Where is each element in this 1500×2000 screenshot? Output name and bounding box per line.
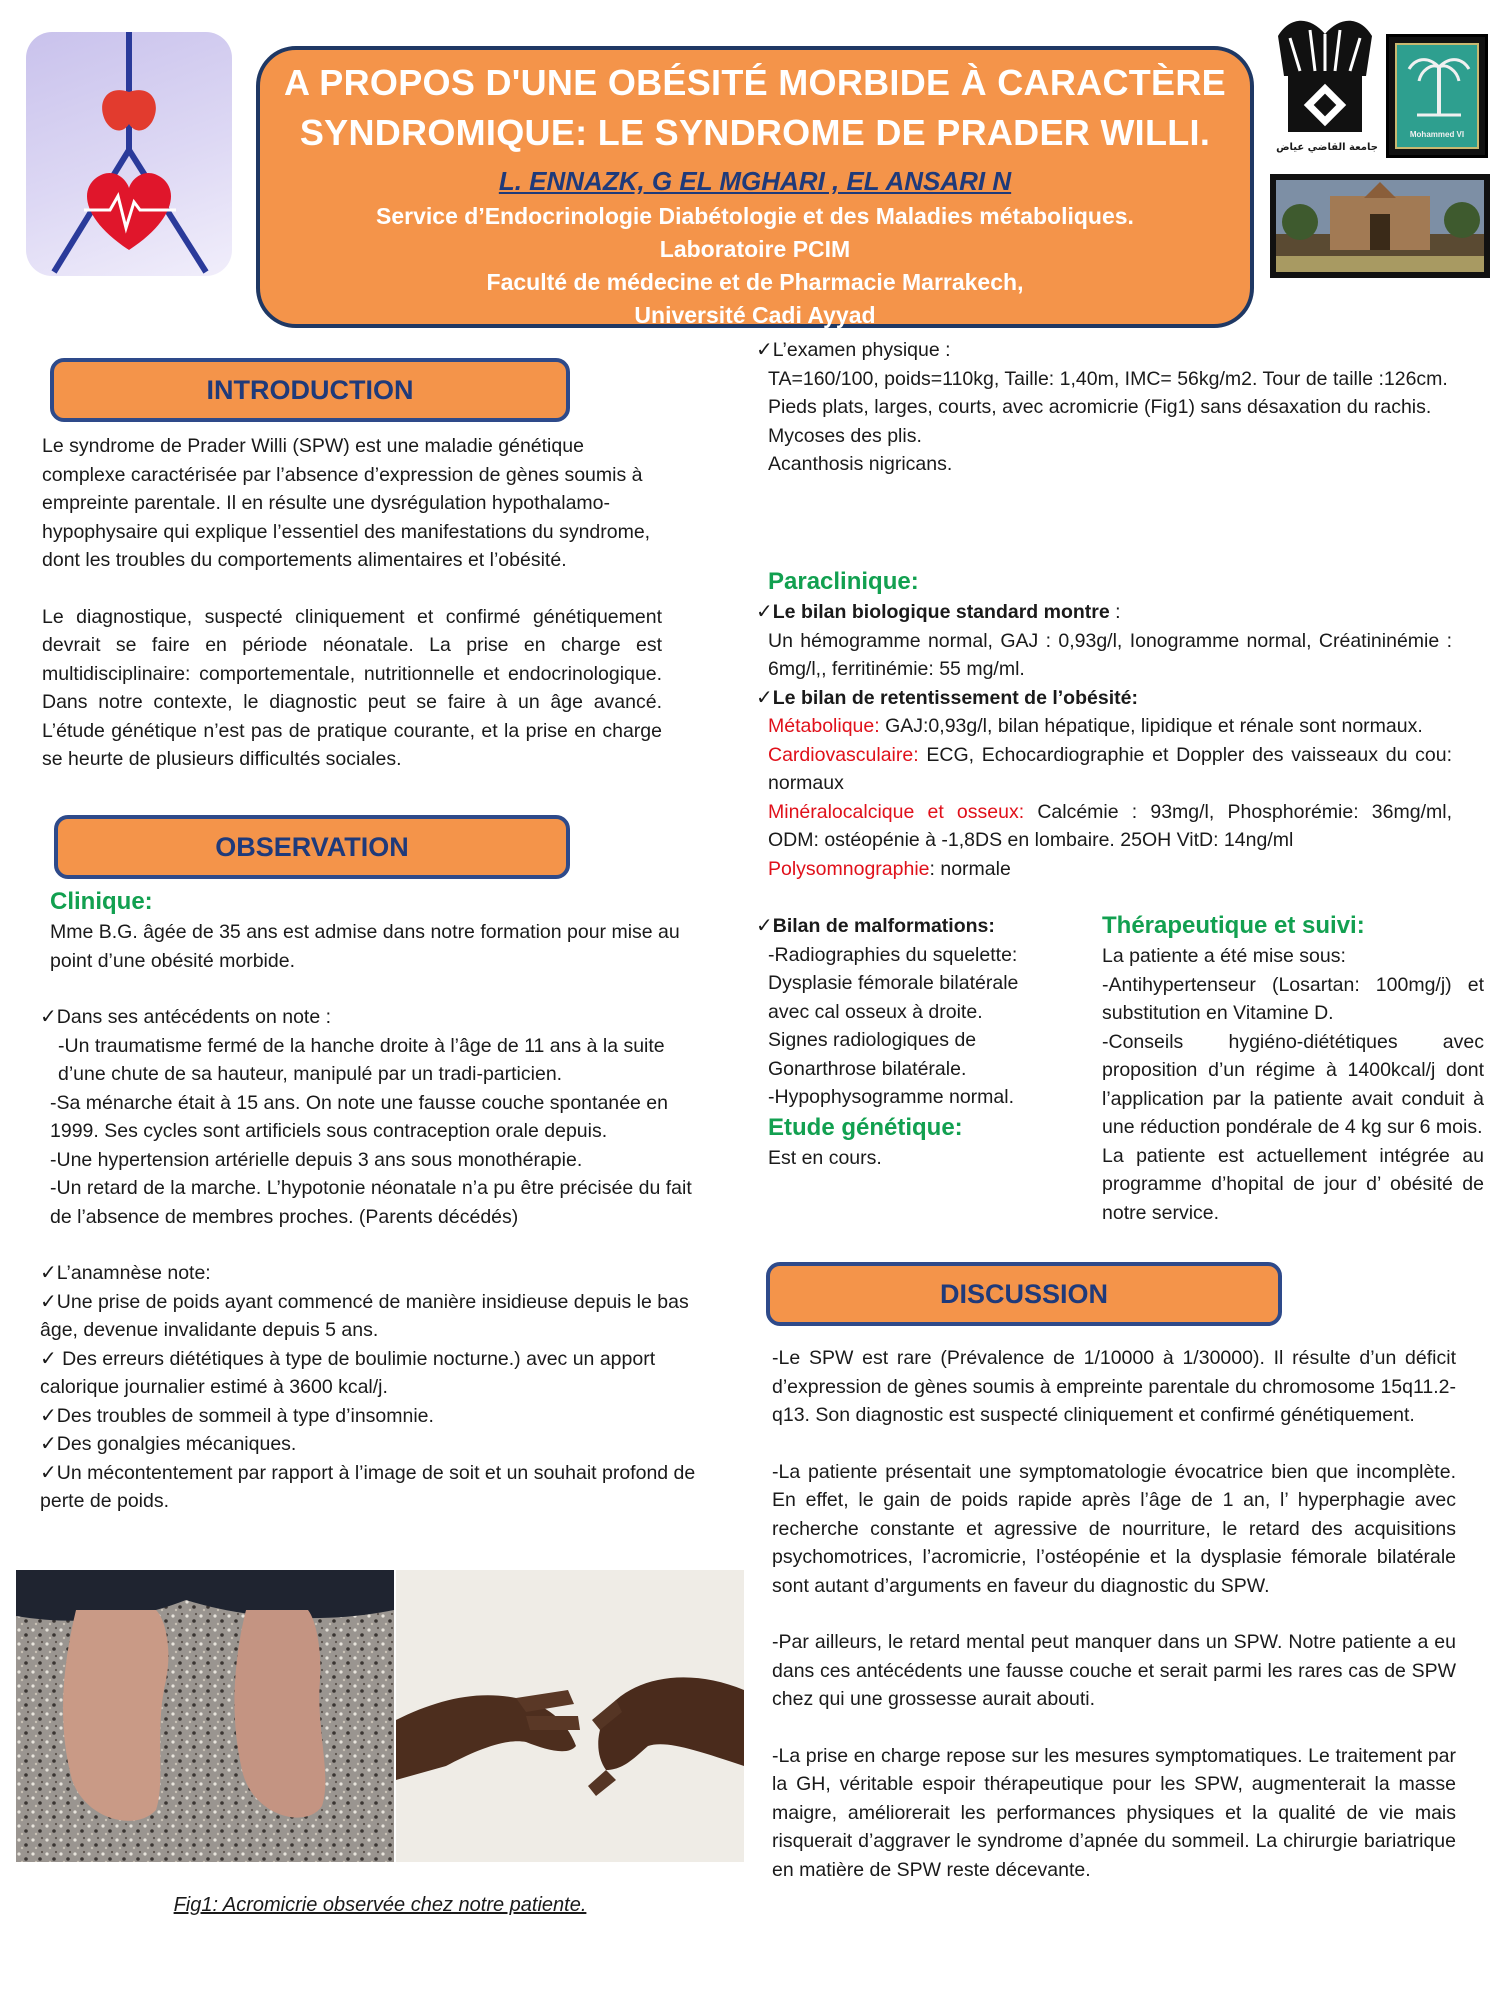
genetique-heading: Etude génétique: [768,1113,963,1141]
discussion-heading: DISCUSSION [766,1262,1282,1326]
cardiovasculaire-line: Cardiovasculaire: ECG, Echocardiographie et Doppler des vaisseaux du cou: normaux [768,743,1452,794]
anamnese-item: ✓Des gonalgies mécaniques. [40,1433,297,1455]
introduction-text [42,432,662,774]
discussion-paragraph: -Par ailleurs, le retard mental peut manquer dans un SPW. Notre patiente a eu dans ces antécédents une fausse couche et serait parmi les rares cas de SPW chez qui une grossesse aurait abouti. [772,1631,1456,1710]
affiliation-line-4: Université Cadi Ayyad [634,302,876,328]
affiliation-line-1: Service d’Endocrinologie Diabétologie et des Maladies métaboliques. [376,203,1134,229]
checkmark-icon: ✓ [40,1433,57,1455]
paraclinique-heading: Paraclinique: [768,568,919,595]
heart-thyroid-logo-icon [26,32,232,276]
anamnese-item: ✓Une prise de poids ayant commencé de manière insidieuse depuis le bas âge, devenue invalidante depuis 5 ans. [40,1290,689,1341]
checkmark-icon: ✓ [756,601,773,623]
malformation-line: -Radiographies du squelette: Dysplasie fémorale bilatérale avec cal osseux à droite. [768,943,1019,1023]
malformations-title-row [756,912,1056,941]
polysomnographie-line: Polysomnographie: normale [768,857,1011,880]
antecedents-title: Dans ses antécédents on note : [56,1006,332,1028]
examen-line: Pieds plats, larges, courts, avec acromicrie (Fig1) sans désaxation du rachis. [768,396,1432,418]
checkmark-icon: ✓ [40,1404,57,1427]
malformations-section [756,912,1056,1172]
checkmark-icon: ✓ [40,1347,57,1370]
hospital-name: Mohammed VI [1409,130,1465,139]
hospital-logo [1386,34,1488,158]
feet-photo-icon [16,1570,394,1862]
poster-title-line-2: SYNDROMIQUE: LE SYNDROME DE PRADER WILLI. [299,112,1211,153]
examen-line: Mycoses des plis. [768,424,922,447]
therapeutique-line: La patiente est actuellement intégrée au programme d’hopital de jour d’ obésité de notre service. [1102,1144,1484,1224]
therapeutique-line: La patiente a été mise sous: [1102,945,1346,967]
hands-photo-icon [396,1570,744,1862]
figure-caption: Fig1: Acromicrie observée chez notre patiente. [173,1894,587,1916]
antecedent-item: -Un traumatisme fermé de la hanche droite à l’âge de 11 ans à la suite d’une chute de sa hauteur, manipulé par un tradi-particien. [58,1034,665,1085]
malformations-title: Bilan de malformations: [772,915,995,937]
clinique-heading: Clinique: [50,888,153,915]
authors: L. ENNAZK, G EL MGHARI , EL ANSARI N [498,166,1012,196]
genetique-text: Est en cours. [768,1146,882,1169]
antecedents-title-row [40,1003,700,1032]
title-banner [256,46,1254,328]
examen-title-row [756,336,1452,365]
introduction-paragraph-2: Le diagnostique, suspecté cliniquement et confirmé génétiquement devrait se faire en période néonatale. La prise en charge est multidisciplinaire: comportementale, nutritionnelle et endocrinologique. Dans notre contexte, le diagnostic peut se faire à un âge avancé. L’étude génétique n’est pas de pratique courante, et la prise en charge se heurte de plusieurs difficultés sociales. [42,605,662,770]
therapeutique-line: -Antihypertenseur (Losartan: 100mg/j) et substitution en Vitamine D. [1102,973,1484,1024]
retentissement-title-row [756,684,1452,713]
affiliation-line-3: Faculté de médecine et de Pharmacie Marrakech, [486,269,1024,295]
discussion-paragraph: -La patiente présentait une symptomatologie évocatrice bien que incomplète. En effet, le gain de poids rapide après l’âge de 1 an, l’ hyperphagie avec recherche constante et agressive de nourriture, le retard des acquisitions psychomotrices, l’acromicrie, l’ostéopénie et la dysplasie fémorale bilatérale sont autant d’arguments en faveur du diagnostic du SPW. [772,1460,1456,1597]
faculty-building-photo [1270,174,1490,278]
checkmark-icon: ✓ [40,1006,57,1028]
anamnese-title-row [40,1259,700,1288]
examen-line: Acanthosis nigricans. [768,453,953,475]
checkmark-icon: ✓ [40,1461,57,1484]
society-logo [26,32,232,276]
retentissement-title: Le bilan de retentissement de l’obésité: [772,686,1138,709]
malformation-line: -Hypophysogramme normal. [768,1086,1015,1108]
university-emblem-icon [1270,16,1380,161]
anamnese-item: ✓ Des erreurs diététiques à type de boulimie nocturne.) avec un apport calorique journalier estimé à 3600 kcal/j. [40,1347,656,1398]
discussion-text [772,1344,1456,1884]
poster-title-line-1: A PROPOS D'UNE OBÉSITÉ MORBIDE À CARACTÈRE [284,62,1226,103]
examen-body [756,365,1452,479]
antecedent-item: -Une hypertension artérielle depuis 3 ans sous monothérapie. [50,1148,583,1171]
checkmark-icon: ✓ [756,339,773,361]
faculty-building-icon [1270,174,1490,278]
observation-heading: OBSERVATION [54,815,570,879]
antecedent-item: -Sa ménarche était à 15 ans. On note une fausse couche spontanée en 1999. Ses cycles sont artificiels sous contraception orale depuis. [50,1091,668,1142]
anamnese-title: L’anamnèse note: [56,1262,211,1284]
antecedent-item: -Un retard de la marche. L’hypotonie néonatale n’a pu être précisée du fait de l’absence de membres proches. (Parents décédés) [50,1177,692,1228]
affiliation-line-2: Laboratoire PCIM [659,236,851,262]
metabolique-line: Métabolique: GAJ:0,93g/l, bilan hépatique, lipidique et rénale sont normaux. [768,715,1423,737]
introduction-paragraph-1: Le syndrome de Prader Willi (SPW) est une maladie génétique complexe caractérisée par l’absence d’expression de gènes soumis à empreinte parentale. Il en résulte une dysrégulation hypothalamo-hypophysaire qui explique l’essentiel des manifestations du syndrome, dont les troubles du comportements alimentaires et l’obésité. [42,435,651,571]
anamnese-item: ✓Un mécontentement par rapport à l’image de soit et un souhait profond de perte de poids. [40,1461,696,1512]
malformation-line: Signes radiologiques de Gonarthrose bilatérale. [768,1029,977,1080]
bio-title: Le bilan biologique standard montre [772,601,1110,623]
hands-photo [396,1570,744,1862]
observation-clinique [40,886,700,1516]
retentissement-body [756,712,1452,883]
mineralocalcique-line: Minéralocalcique et osseux: Calcémie : 93mg/l, Phosphorémie: 36mg/ml, ODM: ostéopénie à -1,8DS en lombaire. 25OH VitD: 14ng/ml [768,800,1452,851]
examen-title: L’examen physique : [772,339,951,361]
checkmark-icon: ✓ [756,686,773,709]
palm-tree-icon [1397,45,1481,125]
clinique-intro: Mme B.G. âgée de 35 ans est admise dans notre formation pour mise au point d’une obésité morbide. [50,921,680,972]
examen-line: TA=160/100, poids=110kg, Taille: 1,40m, IMC= 56kg/m2. Tour de taille :126cm. [768,367,1448,390]
checkmark-icon: ✓ [40,1262,57,1284]
university-arabic-name: جامعة القاضي عياض [1276,142,1378,153]
antecedents-list [50,1032,700,1232]
anamnese-list [40,1288,700,1516]
introduction-heading: INTRODUCTION [50,358,570,422]
paraclinique-section [756,566,1452,883]
checkmark-icon: ✓ [756,915,773,937]
checkmark-icon: ✓ [40,1290,57,1313]
bio-title-row: ✓Le bilan biologique standard montre : [756,601,1121,623]
malformations-body [756,941,1056,1173]
bio-text: Un hémogramme normal, GAJ : 0,93g/l, Ionogramme normal, Créatininémie : 6mg/l,, ferritinémie: 55 mg/ml. [768,629,1452,680]
therapeutique-section [1102,910,1484,1227]
therapeutique-line: -Conseils hygiéno-diététiques avec proposition d’un régime à 1400kcal/j dont l’application par la patiente avait conduit à une réduction pondérale de 4 kg sur 6 mois. [1102,1030,1484,1138]
anamnese-item: ✓Des troubles de sommeil à type d’insomnie. [40,1404,434,1427]
feet-photo [16,1570,394,1862]
therapeutique-heading: Thérapeutique et suivi: [1102,912,1365,939]
examen-section [756,336,1452,479]
discussion-paragraph: -Le SPW est rare (Prévalence de 1/10000 à 1/30000). Il résulte d’un déficit d’expression de gènes soumis à empreinte parentale du chromosome 15q11.2-q13. Son diagnostic est suspecté cliniquement et confirmé génétiquement. [772,1347,1456,1426]
discussion-paragraph: -La prise en charge repose sur les mesures symptomatiques. Le traitement par la GH, véritable espoir thérapeutique pour les SPW, augmenterait la masse maigre, améliorerait les performances physiques et la qualité de vie mais risquerait d’aggraver le syndrome d’apnée du sommeil. La chirurgie bariatrique en matière de SPW reste décevante. [772,1744,1456,1881]
